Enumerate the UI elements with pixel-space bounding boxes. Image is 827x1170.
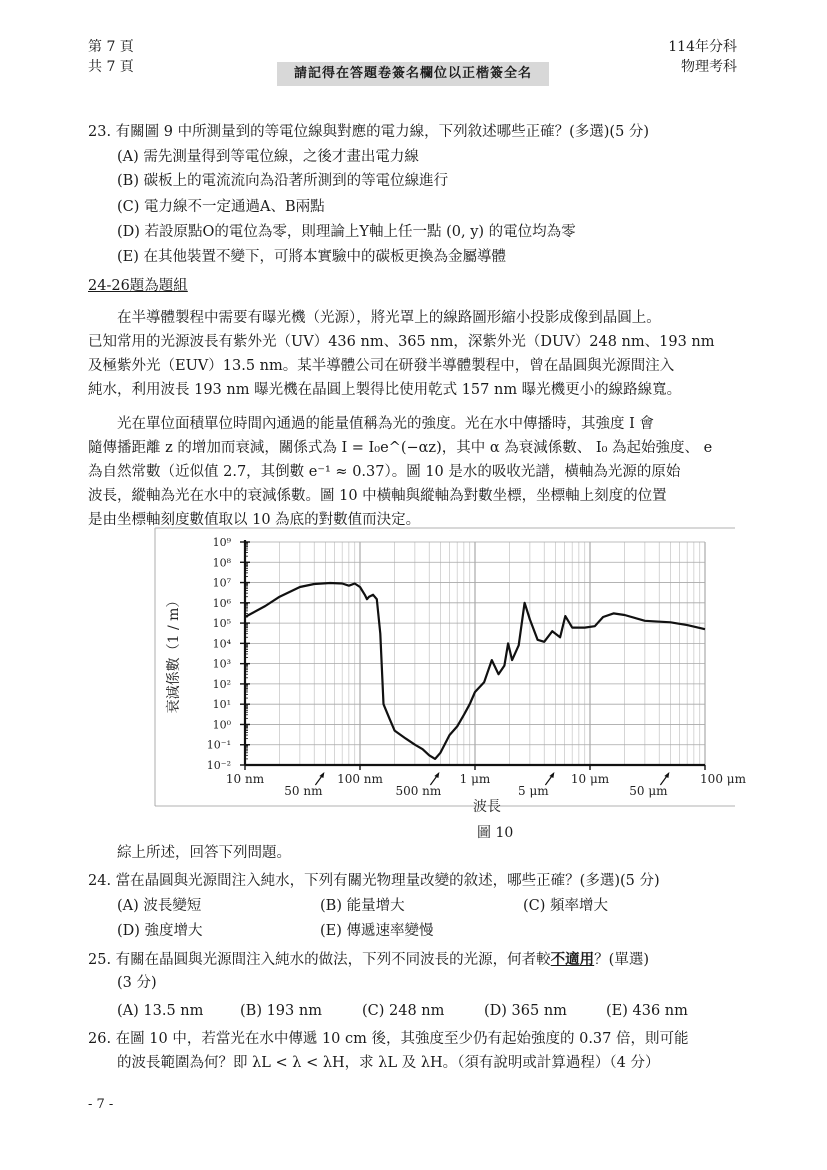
exam-subject: 物理考科	[681, 59, 737, 75]
figure-caption: 圖 10	[477, 825, 514, 841]
para1-line4: 純水，利用波長 193 nm 曝光機在晶圓上製得比使用乾式 157 nm 曝光機更小的線路線寬。	[88, 382, 682, 398]
q24-option-c: (C) 頻率增大	[523, 898, 609, 914]
y-tick-label: 10⁻²	[206, 759, 231, 772]
group-title: 24-26題為題組	[88, 278, 188, 294]
y-tick-label: 10⁸	[212, 556, 231, 570]
q25-points: (3 分)	[117, 975, 157, 991]
q25-emphasis: 不適用	[550, 951, 595, 968]
q26-line2: 的波長範圍為何？即 λL < λ < λH，求 λL 及 λH。（須有說明或計算過程）（4 分）	[117, 1055, 660, 1071]
x-tick-label-minor: 500 nm	[395, 784, 442, 798]
x-tick-label: 1 μm	[459, 772, 491, 786]
q24-option-e: (E) 傳遞速率變慢	[320, 923, 434, 939]
q25-option-c: (C) 248 nm	[362, 1003, 445, 1019]
y-tick-label: 10⁹	[212, 536, 231, 549]
absorption-spectrum-chart	[150, 528, 746, 815]
y-tick-label: 10⁰	[212, 718, 231, 732]
x-tick-arrowhead	[319, 772, 324, 778]
y-tick-label: 10⁷	[212, 576, 231, 590]
para1-line1: 在半導體製程中需要有曝光機（光源），將光罩上的線路圖形縮小投影成像到晶圓上。	[117, 310, 661, 326]
para2-line2: 隨傳播距離 z 的增加而衰減，關係式為 I = I₀e^(−αz)，其中 α 為衰減係數、 I₀ 為起始強度、 e	[88, 440, 713, 456]
x-tick-label-minor: 50 nm	[284, 784, 323, 798]
total-pages: 共 7 頁	[88, 59, 134, 75]
summary-text: 綜上所述，回答下列問題。	[117, 845, 291, 861]
x-tick-label-minor: 5 μm	[518, 784, 549, 798]
y-axis-label: 衰減係數（1 / m）	[166, 593, 182, 714]
x-tick-label-minor: 50 μm	[629, 784, 668, 798]
q26-line1: 26. 在圖 10 中，若當光在水中傳遞 10 cm 後，其強度至少仍有起始強度的 0.37 倍，則可能	[88, 1031, 689, 1047]
q25-option-e: (E) 436 nm	[606, 1003, 688, 1019]
x-tick-label: 100 nm	[337, 772, 383, 786]
q24-option-a: (A) 波長變短	[117, 898, 202, 914]
q25-stem-part2: ？(單選)	[594, 952, 649, 968]
q25-option-b: (B) 193 nm	[240, 1003, 322, 1019]
para2-line1: 光在單位面積單位時間內通過的能量值稱為光的強度。光在水中傳播時，其強度 I 會	[117, 416, 654, 432]
signature-notice: 請記得在答題卷簽名欄位以正楷簽全名	[277, 62, 549, 86]
q25-option-d: (D) 365 nm	[484, 1003, 567, 1019]
y-tick-label: 10⁵	[212, 617, 231, 631]
x-tick-label: 10 nm	[225, 772, 265, 786]
q24-stem: 24. 當在晶圓與光源間注入純水，下列有關光物理量改變的敘述，哪些正確？(多選)(5 分)	[88, 873, 660, 889]
y-tick-label: 10⁻¹	[206, 738, 231, 752]
y-tick-label: 10¹	[212, 698, 231, 712]
q24-option-d: (D) 強度增大	[117, 923, 203, 939]
q25-option-a: (A) 13.5 nm	[117, 1003, 204, 1019]
y-tick-label: 10³	[212, 657, 231, 671]
y-tick-label: 10⁴	[212, 637, 231, 651]
q23-option-c: (C) 電力線不一定通過A、B兩點	[117, 199, 325, 215]
para1-line3: 及極紫外光（EUV）13.5 nm。某半導體公司在研發半導體製程中，曾在晶圓與光源間注入	[88, 358, 675, 374]
q23-option-a: (A) 需先測量得到等電位線，之後才畫出電力線	[117, 149, 419, 165]
q24-option-b: (B) 能量增大	[320, 898, 405, 914]
q23-option-b: (B) 碳板上的電流流向為沿著所測到的等電位線進行	[117, 173, 449, 189]
q25-stem-part1: 25. 有關在晶圓與光源間注入純水的做法，下列不同波長的光源，何者較	[88, 952, 551, 968]
x-tick-arrowhead	[664, 772, 669, 778]
footer-page-number: - 7 -	[88, 1097, 114, 1112]
y-tick-label: 10²	[212, 677, 231, 691]
q23-option-e: (E) 在其他裝置不變下，可將本實驗中的碳板更換為金屬導體	[117, 249, 507, 265]
q23-stem: 23. 有關圖 9 中所測量到的等電位線與對應的電力線，下列敘述哪些正確？(多選)(5 分)	[88, 124, 650, 140]
para2-line5: 是由坐標軸刻度數值取以 10 為底的對數值而決定。	[88, 512, 421, 528]
para2-line3: 為自然常數（近似值 2.7，其倒數 e⁻¹ ≈ 0.37）。圖 10 是水的吸收光譜，橫軸為光源的原始	[88, 464, 681, 480]
q23-option-d: (D) 若設原點O的電位為零，則理論上Y軸上任一點 (0, y) 的電位均為零	[117, 224, 576, 240]
x-tick-arrowhead	[434, 772, 439, 778]
page-number: 第 7 頁	[88, 39, 134, 55]
exam-year: 114年分科	[668, 39, 737, 55]
y-tick-label: 10⁶	[212, 596, 231, 610]
x-tick-label: 10 μm	[570, 772, 610, 786]
x-tick-label: 100 μm	[700, 772, 746, 786]
q25-stem	[88, 948, 768, 972]
para2-line4: 波長，縱軸為光在水中的衰減係數。圖 10 中橫軸與縱軸為對數坐標，坐標軸上刻度的位置	[88, 488, 667, 504]
x-axis-label: 波長	[473, 799, 501, 815]
x-tick-arrowhead	[549, 772, 554, 778]
para1-line2: 已知常用的光源波長有紫外光（UV）436 nm、365 nm，深紫外光（DUV）248 nm、193 nm	[88, 334, 715, 350]
